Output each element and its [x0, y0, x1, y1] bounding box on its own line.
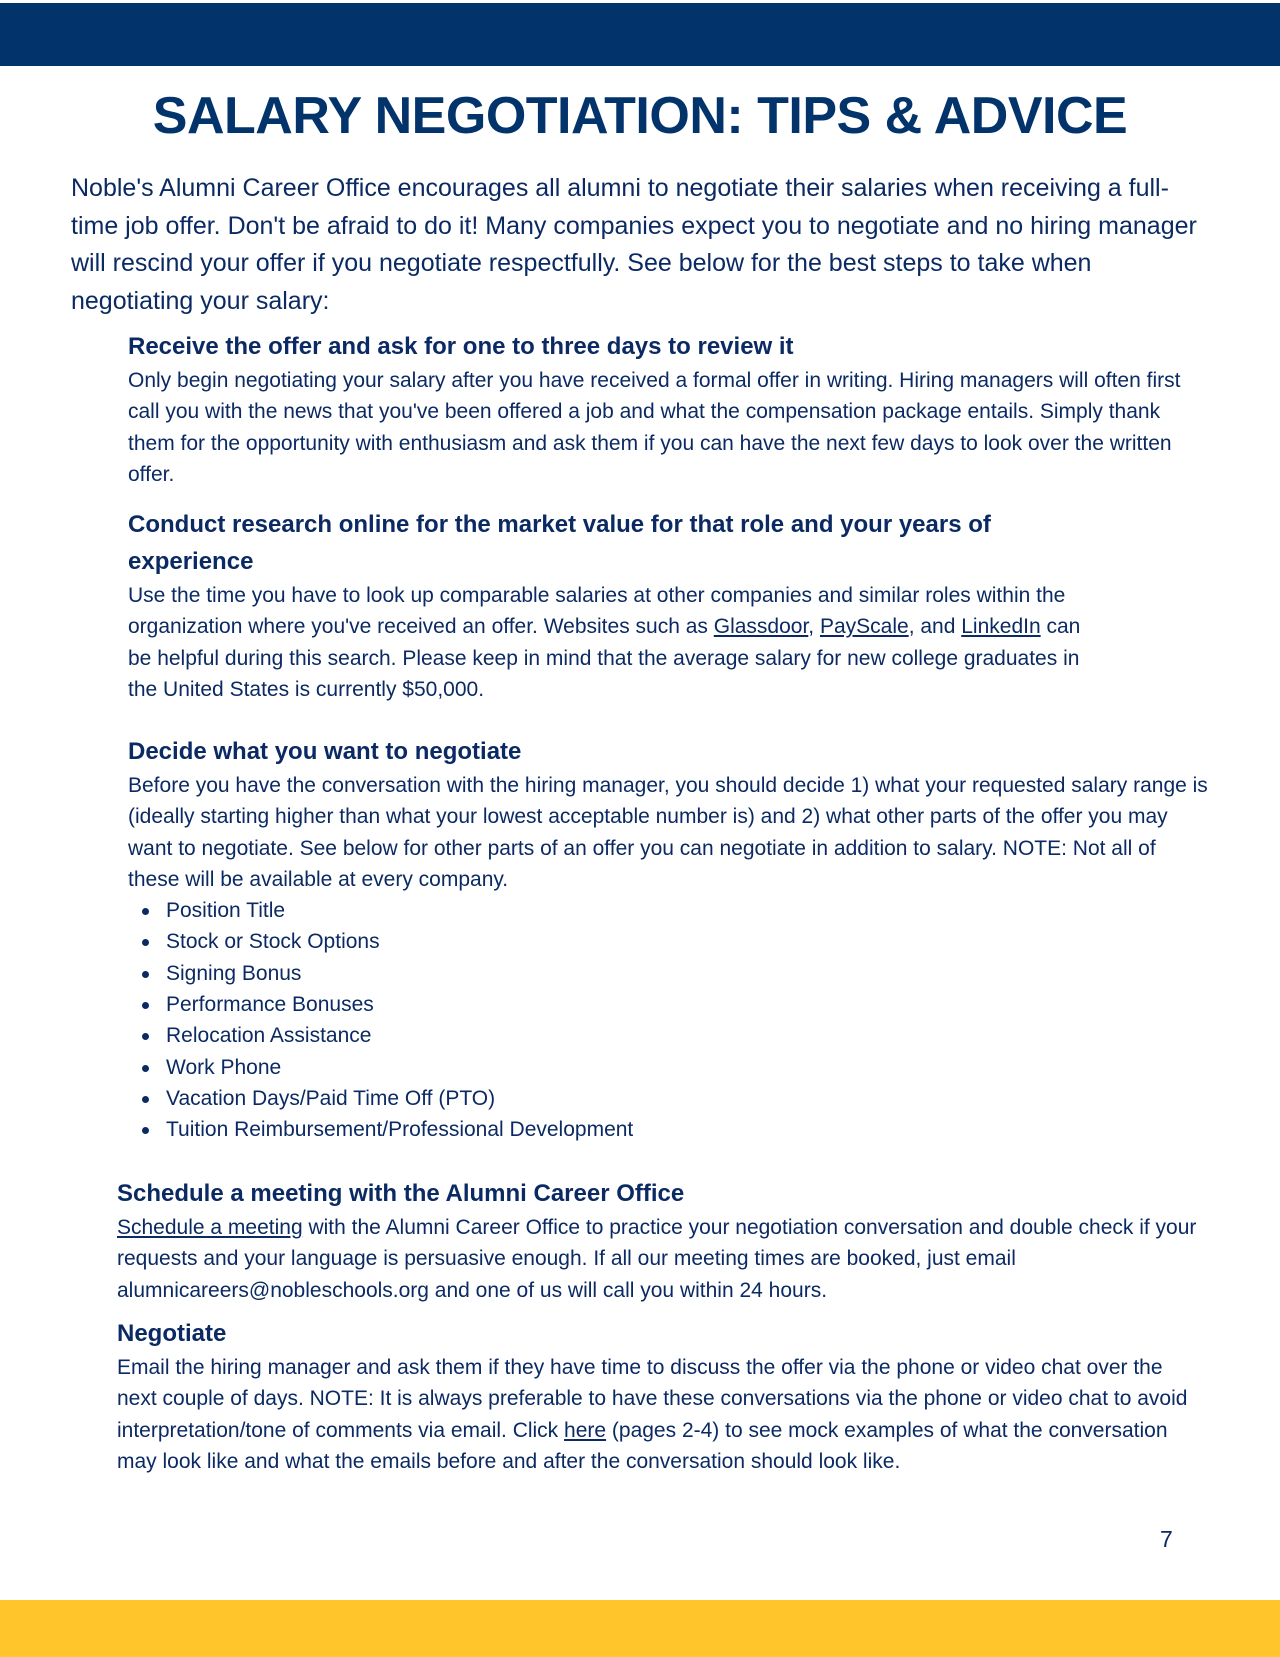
body-text: can be helpful during this search. Please keep in mind that the average salary for new college graduates in the United States is currently $50,000.: [128, 615, 1081, 701]
body-text: with the Alumni Career Office to practice your negotiation conversation and double check if your requests and your language is persuasive enough. If all our meeting times are booked, just email alumnicareers@nobleschools.org and one of us will call you within 24 hours.: [117, 1216, 1197, 1302]
section-research: [128, 506, 1088, 705]
separator: ,: [808, 615, 820, 639]
list-item: Position Title: [166, 895, 1208, 926]
here-link[interactable]: here: [564, 1418, 607, 1442]
section-heading: Receive the offer and ask for one to three days to review it: [128, 333, 794, 360]
separator: , and: [908, 615, 962, 639]
glassdoor-link[interactable]: Glassdoor: [713, 615, 809, 639]
section-decide: [128, 733, 1208, 1146]
negotiable-items-list: [128, 895, 1208, 1145]
intro-paragraph: Noble's Alumni Career Office encourages all alumni to negotiate their salaries when receiving a full-time job offer. Don't be afraid to do it! Many companies expect you to negotiate and no hiring manager will rescind your offer if you negotiate respectfully. See below for the best steps to take when negotiating your salary:: [71, 174, 1197, 315]
list-item: Vacation Days/Paid Time Off (PTO): [166, 1083, 1208, 1114]
section-body: [117, 1352, 1197, 1477]
section-body: [128, 580, 1088, 705]
body-text: Email the hiring manager and ask them if they have time to discuss the offer via the phone or video chat over the next couple of days. NOTE: It is always preferable to have these conversations via the phone or video chat to avoid interpretation/tone of comments via email. Click: [117, 1356, 1188, 1442]
section-body: Before you have the conversation with the hiring manager, you should decide 1) what your requested salary range is (ideally starting higher than what your lowest acceptable number is) and 2) what other parts of the offer you may want to negotiate. See below for other parts of an offer you can negotiate in addition to salary. NOTE: Not all of these will be available at every company.: [128, 774, 1208, 891]
list-item: Tuition Reimbursement/Professional Development: [166, 1114, 1208, 1145]
list-item: Stock or Stock Options: [166, 926, 1208, 957]
section-heading: Decide what you want to negotiate: [128, 738, 522, 765]
page-number: 7: [1160, 1526, 1173, 1552]
body-text: Use the time you have to look up comparable salaries at other companies and similar roles within the organization where you've received an offer. Websites such as: [128, 584, 1066, 639]
section-negotiate: [117, 1315, 1197, 1477]
body-text: (pages 2-4) to see mock examples of what the conversation may look like and what the emails before and after the conversation should look like.: [117, 1418, 1168, 1473]
list-item: Performance Bonuses: [166, 989, 1208, 1020]
section-heading: Schedule a meeting with the Alumni Career Office: [117, 1180, 685, 1207]
section-body: Only begin negotiating your salary after you have received a formal offer in writing. Hiring managers will often first call you with the news that you've been offered a job and what the compensation package entails. Simply thank them for the opportunity with enthusiasm and ask them if you can have the next few days to look over the written offer.: [128, 369, 1181, 486]
payscale-link[interactable]: PayScale: [819, 615, 909, 639]
section-body: [117, 1212, 1197, 1306]
list-item: Signing Bonus: [166, 958, 1208, 989]
section-heading: Conduct research online for the market value for that role and your years of experience: [128, 511, 991, 575]
header-band: [0, 3, 1280, 66]
footer-band: [0, 1600, 1280, 1657]
schedule-meeting-link[interactable]: Schedule a meeting: [117, 1216, 303, 1239]
linkedin-link[interactable]: LinkedIn: [961, 615, 1041, 639]
page-title: SALARY NEGOTIATION: TIPS & ADVICE: [152, 87, 1128, 145]
section-schedule-meeting: [117, 1175, 1197, 1306]
section-heading: Negotiate: [117, 1320, 227, 1347]
list-item: Work Phone: [166, 1052, 1208, 1083]
section-receive-offer: [128, 328, 1208, 490]
list-item: Relocation Assistance: [166, 1020, 1208, 1051]
